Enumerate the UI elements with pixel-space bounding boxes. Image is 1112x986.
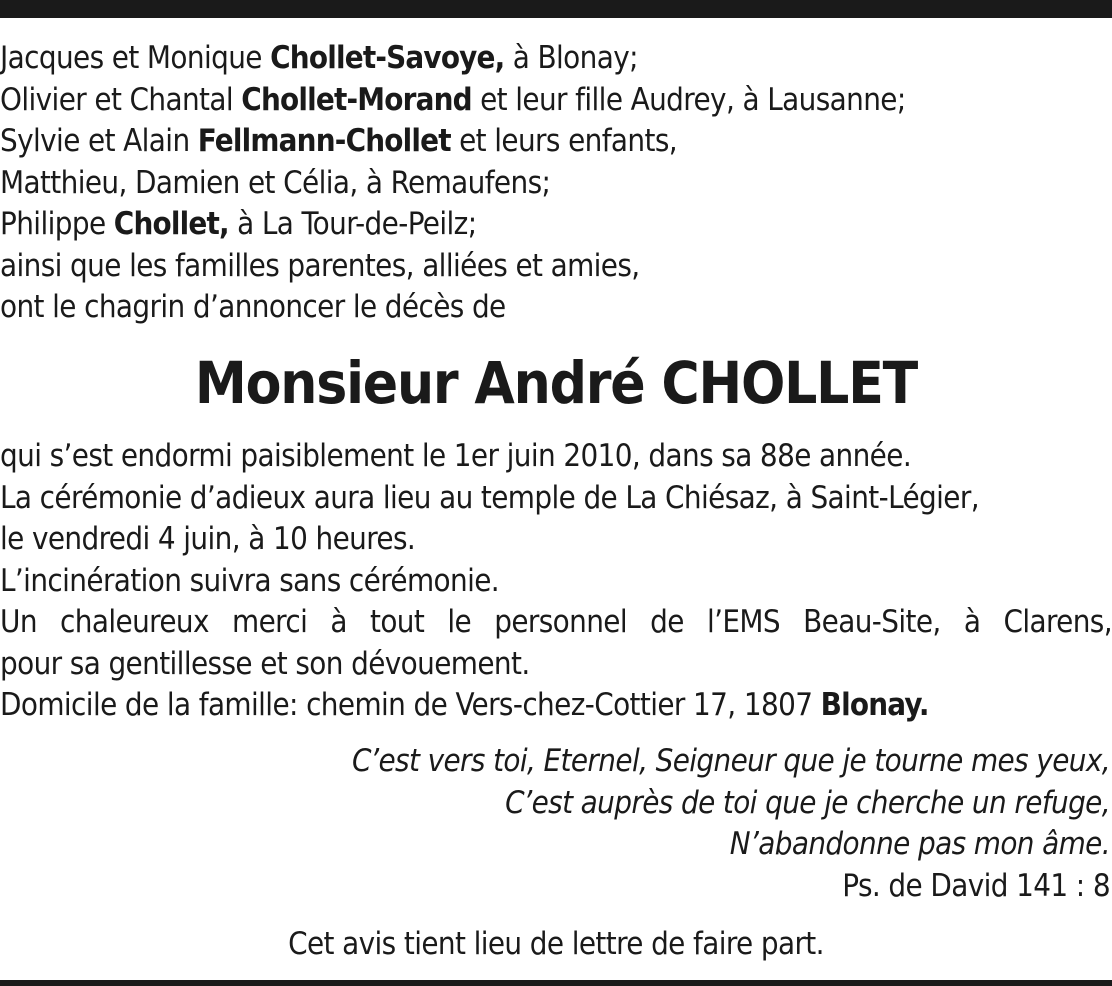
family-name-bold: Chollet-Morand — [241, 81, 472, 118]
family-line-4: Matthieu, Damien et Célia, à Remaufens; — [0, 164, 551, 201]
verse-line-1: C’est vers toi, Eternel, Seigneur que je tourne mes yeux, — [352, 743, 1110, 779]
details-line-1: qui s’est endormi paisiblement le 1er juin 2010, dans sa 88e année. — [0, 438, 912, 474]
family-line-5: Philippe Chollet, à La Tour-de-Peilz; — [0, 206, 477, 242]
family-line-3: Sylvie et Alain Fellmann-Chollet et leurs enfants, — [0, 123, 678, 159]
verse-line-3: N’abandonne pas mon âme. — [729, 826, 1110, 862]
family-name-bold: Chollet-Savoye, — [270, 40, 505, 76]
address-town-bold: Blonay. — [820, 687, 929, 723]
verse-reference: Ps. de David 141 : 8 — [842, 867, 1110, 904]
bottom-rule — [0, 980, 1112, 986]
verse-line-2: C’est auprès de toi que je cherche un refuge, — [505, 784, 1110, 821]
family-line-1: Jacques et Monique Chollet-Savoye, à Blonay; — [0, 40, 638, 76]
deceased-name: Monsieur André CHOLLET — [194, 349, 918, 417]
family-line-6: ainsi que les familles parentes, alliées et amies, — [0, 247, 640, 284]
family-line-7: ont le chagrin d’annoncer le décès de — [0, 289, 506, 325]
details-line-2: La cérémonie d’adieux aura lieu au temple de La Chiésaz, à Saint-Légier, — [0, 479, 979, 516]
details-line-6: pour sa gentillesse et son dévouement. — [0, 645, 530, 682]
family-name-bold: Chollet, — [113, 206, 229, 242]
verse-block — [0, 741, 1112, 907]
details-line-3: le vendredi 4 juin, à 10 heures. — [0, 521, 416, 557]
details-block — [0, 436, 1112, 727]
details-line-5: Un chaleureux merci à tout le personnel de l’EMS Beau-Site, à Clarens, — [0, 604, 1112, 640]
details-line-4: L’incinération suivra sans cérémonie. — [0, 562, 500, 599]
closing-note: Cet avis tient lieu de lettre de faire part. — [288, 926, 824, 962]
family-line-2: Olivier et Chantal Chollet-Morand et leur fille Audrey, à Lausanne; — [0, 81, 906, 118]
family-name-bold: Fellmann-Chollet — [197, 123, 451, 159]
top-rule — [0, 0, 1112, 18]
family-block — [0, 38, 1112, 329]
details-line-7: Domicile de la famille: chemin de Vers-chez-Cottier 17, 1807 Blonay. — [0, 687, 929, 723]
